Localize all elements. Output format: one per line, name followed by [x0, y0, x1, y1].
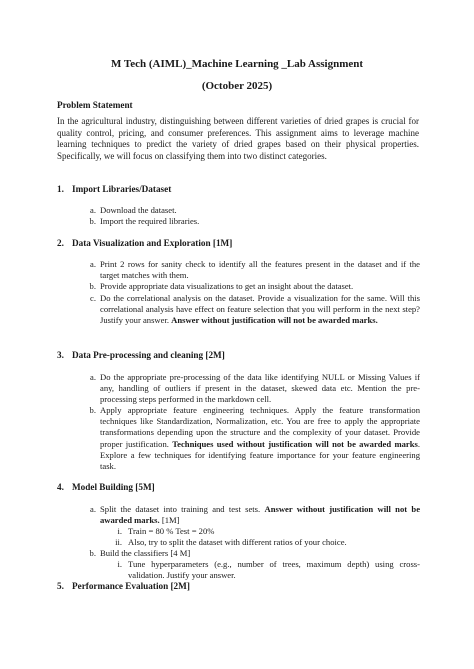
- list-item-emphasis: Answer without justification will not be awarded marks.: [100, 504, 421, 526]
- list-item: Build the classifiers [4 M]: [100, 548, 191, 558]
- section-number: 2.: [57, 238, 64, 248]
- list-marker: ii.: [115, 537, 122, 547]
- list-marker: a.: [90, 259, 96, 269]
- list-marker: b.: [89, 216, 96, 226]
- list-item: Provide appropriate data visualizations to get an insight about the dataset.: [100, 281, 354, 291]
- section-number: 4.: [57, 482, 64, 492]
- list-marker: b.: [89, 405, 96, 415]
- list-item: Train = 80 % Test = 20%: [128, 526, 215, 536]
- section-number: 3.: [57, 350, 64, 360]
- list-item-text-after: [1M]: [159, 515, 180, 526]
- section-heading: Data Visualization and Exploration [1M]: [72, 238, 233, 248]
- problem-statement-heading: Problem Statement: [57, 100, 133, 110]
- list-item-emphasis: Answer without justification will not be awarded marks.: [171, 315, 378, 326]
- section-number: 1.: [57, 184, 64, 194]
- list-item-text: Apply appropriate feature engineering techniques. Apply the feature transformation techniques like Standardization, Normalization, etc. You are free to apply the appropriate transformations depending upon the structure and the complexity of your dataset. Provide proper justification.: [100, 405, 420, 449]
- list-item-text: Split the dataset into training and test sets.: [100, 504, 261, 514]
- section-heading: Performance Evaluation [2M]: [72, 581, 190, 591]
- list-item: [100, 405, 420, 472]
- list-marker: c.: [90, 293, 96, 303]
- list-item: Import the required libraries.: [100, 216, 200, 226]
- list-item-text: Do the correlational analysis on the dataset. Provide a visualization for the same. Will this correlational analysis have effect on feature selection that you will perform in the next step? Justify your answer.: [100, 293, 420, 326]
- section-heading: Model Building [5M]: [72, 482, 155, 492]
- list-item: Also, try to split the dataset with different ratios of your choice.: [128, 537, 347, 547]
- list-item: [100, 293, 420, 327]
- list-marker: a.: [90, 372, 96, 382]
- list-item: Do the appropriate pre-processing of the data like identifying NULL or Missing Values if any, handling of outliers if present in the dataset, skewed data etc. Mention the pre-processing steps performed in the markdown cell.: [100, 372, 420, 405]
- document-title: M Tech (AIML)_Machine Learning _Lab Assignment: [110, 58, 364, 70]
- list-marker: b.: [89, 548, 96, 558]
- list-marker: a.: [90, 205, 96, 215]
- list-item: Download the dataset.: [100, 205, 177, 215]
- list-marker: i.: [117, 526, 122, 536]
- list-item: [100, 504, 420, 526]
- section-number: 5.: [57, 581, 64, 591]
- problem-statement-text: In the agricultural industry, distinguishing between different varieties of dried grapes is crucial for quality control, pricing, and consumer preferences. This assignment aims to leverage machine learning techniques to predict the variety of dried grapes based on their physical properties. Specifically, we will focus on classifying them into two distinct categories.: [57, 116, 419, 161]
- list-marker: i.: [117, 559, 122, 569]
- list-marker: a.: [90, 504, 96, 514]
- section-heading: Data Pre-processing and cleaning [2M]: [72, 350, 225, 360]
- list-item: Tune hyperparameters (e.g., number of trees, maximum depth) using cross-validation. Justify your answer.: [128, 559, 420, 581]
- list-item-text-after: . Explore a few techniques for identifying feature importance for your feature engineering task.: [100, 438, 420, 472]
- list-marker: b.: [89, 281, 96, 291]
- section-heading: Import Libraries/Dataset: [72, 184, 172, 194]
- list-item-emphasis: Techniques used without justification will not be awarded marks: [172, 438, 418, 449]
- document-date: (October 2025): [201, 80, 273, 92]
- list-item: Print 2 rows for sanity check to identify all the features present in the dataset and if the target matches with them.: [100, 259, 420, 281]
